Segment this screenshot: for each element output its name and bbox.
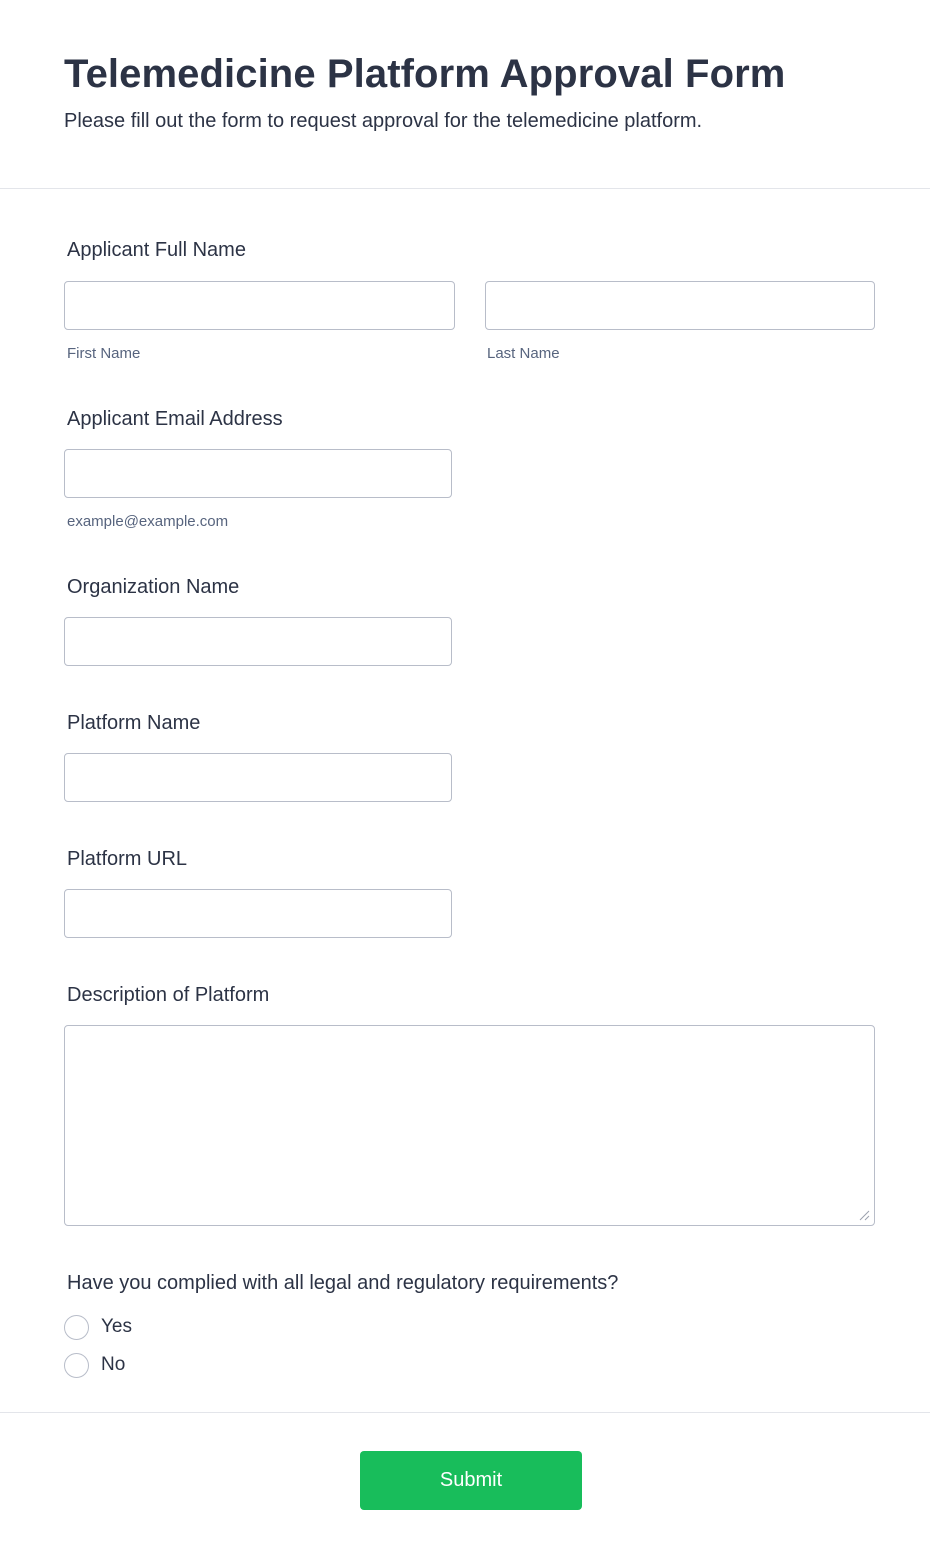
last-name-input[interactable] (485, 281, 875, 330)
first-name-sublabel: First Name (67, 345, 141, 362)
organization-input[interactable] (64, 617, 452, 666)
page-title: Telemedicine Platform Approval Form (64, 52, 786, 96)
radio-option-no[interactable] (64, 1352, 125, 1378)
email-sublabel: example@example.com (67, 513, 229, 530)
form-header (0, 0, 930, 189)
platform-url-input[interactable] (64, 889, 452, 938)
first-name-input[interactable] (64, 281, 455, 330)
email-field[interactable] (64, 449, 452, 498)
footer-divider (0, 1412, 930, 1413)
platform-name-label: Platform Name (67, 712, 201, 734)
radio-yes[interactable] (64, 1315, 89, 1340)
last-name-sublabel: Last Name (487, 345, 560, 362)
description-textarea[interactable] (64, 1025, 875, 1226)
organization-label: Organization Name (67, 576, 240, 598)
page-subtitle: Please fill out the form to request approval for the telemedicine platform. (64, 110, 703, 132)
platform-url-label: Platform URL (67, 848, 188, 870)
radio-no[interactable] (64, 1353, 89, 1378)
radio-option-yes[interactable] (64, 1314, 132, 1340)
resize-handle-icon[interactable] (858, 1209, 870, 1221)
radio-no-label[interactable]: No (101, 1354, 126, 1375)
email-label: Applicant Email Address (67, 408, 283, 430)
submit-button[interactable]: Submit (360, 1451, 582, 1510)
description-label: Description of Platform (67, 984, 270, 1006)
radio-yes-label[interactable]: Yes (101, 1316, 132, 1337)
full-name-label: Applicant Full Name (67, 239, 246, 261)
platform-name-input[interactable] (64, 753, 452, 802)
compliance-label: Have you complied with all legal and regulatory requirements? (67, 1272, 619, 1294)
